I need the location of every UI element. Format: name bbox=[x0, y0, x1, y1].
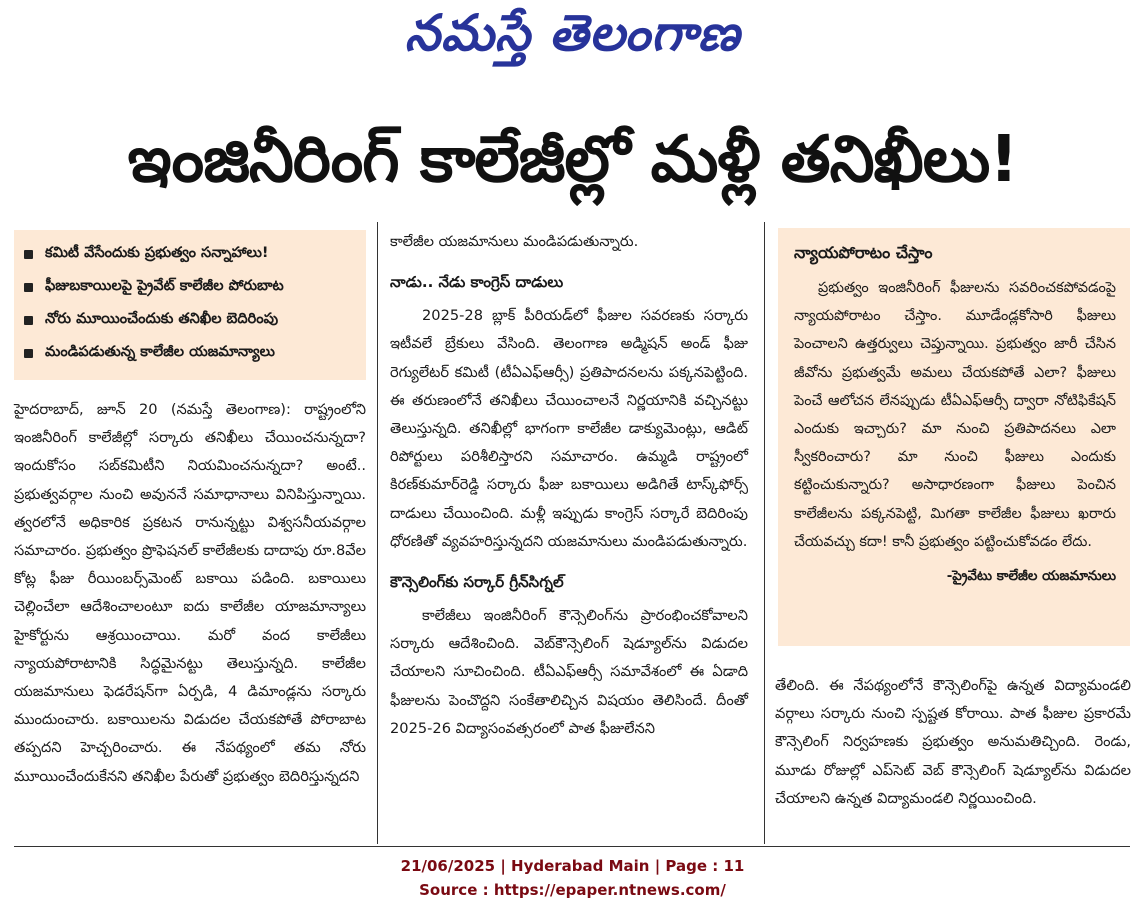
highlight-item: ఫీజుబకాయిలపై ప్రైవేట్ కాలేజీల పోరుబాట bbox=[24, 271, 356, 304]
quote-box-text: ప్రభుత్వం ఇంజినీరింగ్ ఫీజులను సవరించకపోవడంపై న్యాయపోరాటం చేస్తాం. మూడేండ్లకోసారి ఫీజులు పెంచాలని ఉత్తర్వులు చెప్తున్నాయి. ప్రభుత్వం జారీ చేసిన జీవోను ప్రభుత్వమే అమలు చేయకపోతే ఎలా? ఫీజులు పెంచే ఆలోచన లేనప్పుడు టీఏఎఫ్ఆర్సీ ద్వారా నోటిఫికేషన్ ఎందుకు ఇచ్చారు? మా నుంచి ప్రతిపాదనలు ఎలా స్వీకరించారు? మా నుంచి ఫీజులు ఎందుకు కట్టించుకున్నారు? అసాధారణంగా ఫీజులు పెంచిన కాలేజీలను పక్కనపెట్టి, మిగతా కాలేజీల ఫీజులు ఖరారు చేయవచ్చు కదా! కానీ ప్రభుత్వం పట్టించుకోవడం లేదు. bbox=[794, 280, 1116, 550]
masthead-logo bbox=[0, 3, 1145, 72]
column-divider bbox=[377, 222, 378, 844]
highlight-item: మండిపడుతున్న కాలేజీల యజమాన్యాలు bbox=[24, 337, 356, 370]
bullet-icon bbox=[24, 283, 33, 292]
footer-date-line: 21/06/2025 | Hyderabad Main | Page : 11 bbox=[400, 857, 745, 875]
subheading: నాడు.. నేడు కాంగ్రెస్ దాడులు bbox=[390, 273, 564, 292]
highlights-box bbox=[14, 230, 366, 380]
footer-source-line: Source : https://epaper.ntnews.com/ bbox=[419, 881, 726, 899]
quote-box-signature: -ప్రైవేటు కాలేజీల యజమానులు bbox=[946, 568, 1116, 585]
column-divider bbox=[764, 222, 765, 844]
article-column-2 bbox=[390, 228, 748, 743]
quote-box bbox=[778, 228, 1130, 646]
bullet-icon bbox=[24, 349, 33, 358]
paragraph: 2025-28 బ్లాక్ పీరియడ్‌లో ఫీజుల సవరణకు సర్కారు ఇటీవలే బ్రేకులు వేసింది. తెలంగాణ అడ్మిషన్ అండ్ ఫీజు రెగ్యులేటర్ కమిటీ (టీఏఎఫ్ఆర్సీ) ప్రతిపాదనలను పక్కనపెట్టింది. ఈ తరుణంలోనే తనిఖీలు చేయించాలనే నిర్ణయానికి వచ్చినట్టు తెలుస్తున్నది. తనిఖీల్లో భాగంగా కాలేజీల డాక్యుమెంట్లు, ఆడిట్ రిపోర్టులు పరిశీలిస్తారని సమాచారం. ఉమ్మడి రాష్ట్రంలో కిరణ్‌కుమార్‌రెడ్డి సర్కారు ఫీజు బకాయిలు అడిగితే టాస్క్‌ఫోర్స్ దాడులు చేయించింది. మళ్లీ ఇప్పుడు కాంగ్రెస్ సర్కారే బెదిరింపు ధోరణితో వ్యవహరిస్తున్నదని యజమానులు మండిపడుతున్నారు. bbox=[390, 307, 748, 550]
highlight-item: కమిటీ వేసేందుకు ప్రభుత్వం సన్నాహాలు! bbox=[24, 238, 356, 271]
footer-divider bbox=[14, 846, 1130, 847]
footer bbox=[0, 854, 1145, 902]
paragraph: కాలేజీలు ఇంజినీరింగ్ కౌన్సెలింగ్‌ను ప్రారంభించకోవాలని సర్కారు ఆదేశించింది. వెబ్‌కౌన్సెలింగ్ షెడ్యూల్‌ను విడుదల చేయాలని సూచించింది. టీఏఎఫ్ఆర్సీ సమావేశంలో ఈ ఏడాది ఫీజులను పెంచొద్దని సంకేతాలిచ్చిన విషయం తెలిసిందే. దీంతో 2025-26 విద్యాసంవత్సరంలో పాత ఫీజులేనని bbox=[390, 607, 748, 737]
quote-box-title: న్యాయపోరాటం చేస్తాం bbox=[794, 243, 933, 262]
article-column-1 bbox=[14, 396, 366, 791]
subheading: కౌన్సెలింగ్‌కు సర్కార్ గ్రీన్‌సిగ్నల్ bbox=[390, 573, 564, 592]
bullet-icon bbox=[24, 316, 33, 325]
lead-paragraph: హైదరాబాద్, జూన్ 20 (నమస్తే తెలంగాణ): రాష్ట్రంలోని ఇంజినీరింగ్ కాలేజీల్లో సర్కారు తనిఖీలు చేయించనున్నదా? ఇందుకోసం సబ్‌కమిటీని నియమించనున్నదా? అంటే.. ప్రభుత్వవర్గాల నుంచి అవుననే సమాధానాలు వినిపిస్తున్నాయి. త్వరలోనే అధికారిక ప్రకటన రానున్నట్టు విశ్వసనీయవర్గాల సమాచారం. ప్రభుత్వం ప్రొఫెషనల్ కాలేజీలకు దాదాపు రూ.8వేల కోట్ల ఫీజు రీయింబర్స్‌మెంట్ బకాయి పడింది. బకాయిలు చెల్లించేలా ఆదేశించాలంటూ ఐదు కాలేజీల యాజమాన్యాలు హైకోర్టును ఆశ్రయించాయి. మరో వంద కాలేజీలు న్యాయపోరాటానికి సిద్ధమైనట్టు తెలుస్తున్నది. కాలేజీల యజమానులు ఫెడరేషన్‌గా ఏర్పడి, 4 డిమాండ్లను సర్కారు ముందుంచారు. బకాయిలను విడుదల చేయకపోతే పోరాబాట తప్పదని హెచ్చరించారు. ఈ నేపథ్యంలో తమ నోరు మూయించేందుకేనని తనిఖీల పేరుతో ప్రభుత్వం బెదిరిస్తున్నదని bbox=[14, 401, 366, 785]
paragraph: తేలింది. ఈ నేపథ్యంలోనే కౌన్సెలింగ్‌పై ఉన్నత విద్యామండలి వర్గాలు సర్కారు నుంచి స్పష్టత కోరాయి. పాత ఫీజుల ప్రకారమే కౌన్సెలింగ్ నిర్వహణకు ప్రభుత్వం అనుమతిచ్చింది. రెండు, మూడు రోజుల్లో ఎప్‌సెట్ వెబ్ కౌన్సెలింగ్ షెడ్యూల్‌ను విడుదల చేయాలని ఉన్నత విద్యామండలి నిర్ణయించింది. bbox=[775, 677, 1131, 807]
headline: ఇంజినీరింగ్ కాలేజీల్లో మళ్లీ తనిఖీలు! bbox=[127, 123, 1018, 197]
paragraph: కాలేజీల యజమానులు మండిపడుతున్నారు. bbox=[390, 233, 639, 250]
bullet-icon bbox=[24, 250, 33, 259]
masthead-title: నమస్తే తెలంగాణ bbox=[404, 3, 741, 62]
highlight-item: నోరు మూయించేందుకు తనిఖీల బెదిరింపు bbox=[24, 304, 356, 337]
article-column-3 bbox=[775, 672, 1131, 813]
